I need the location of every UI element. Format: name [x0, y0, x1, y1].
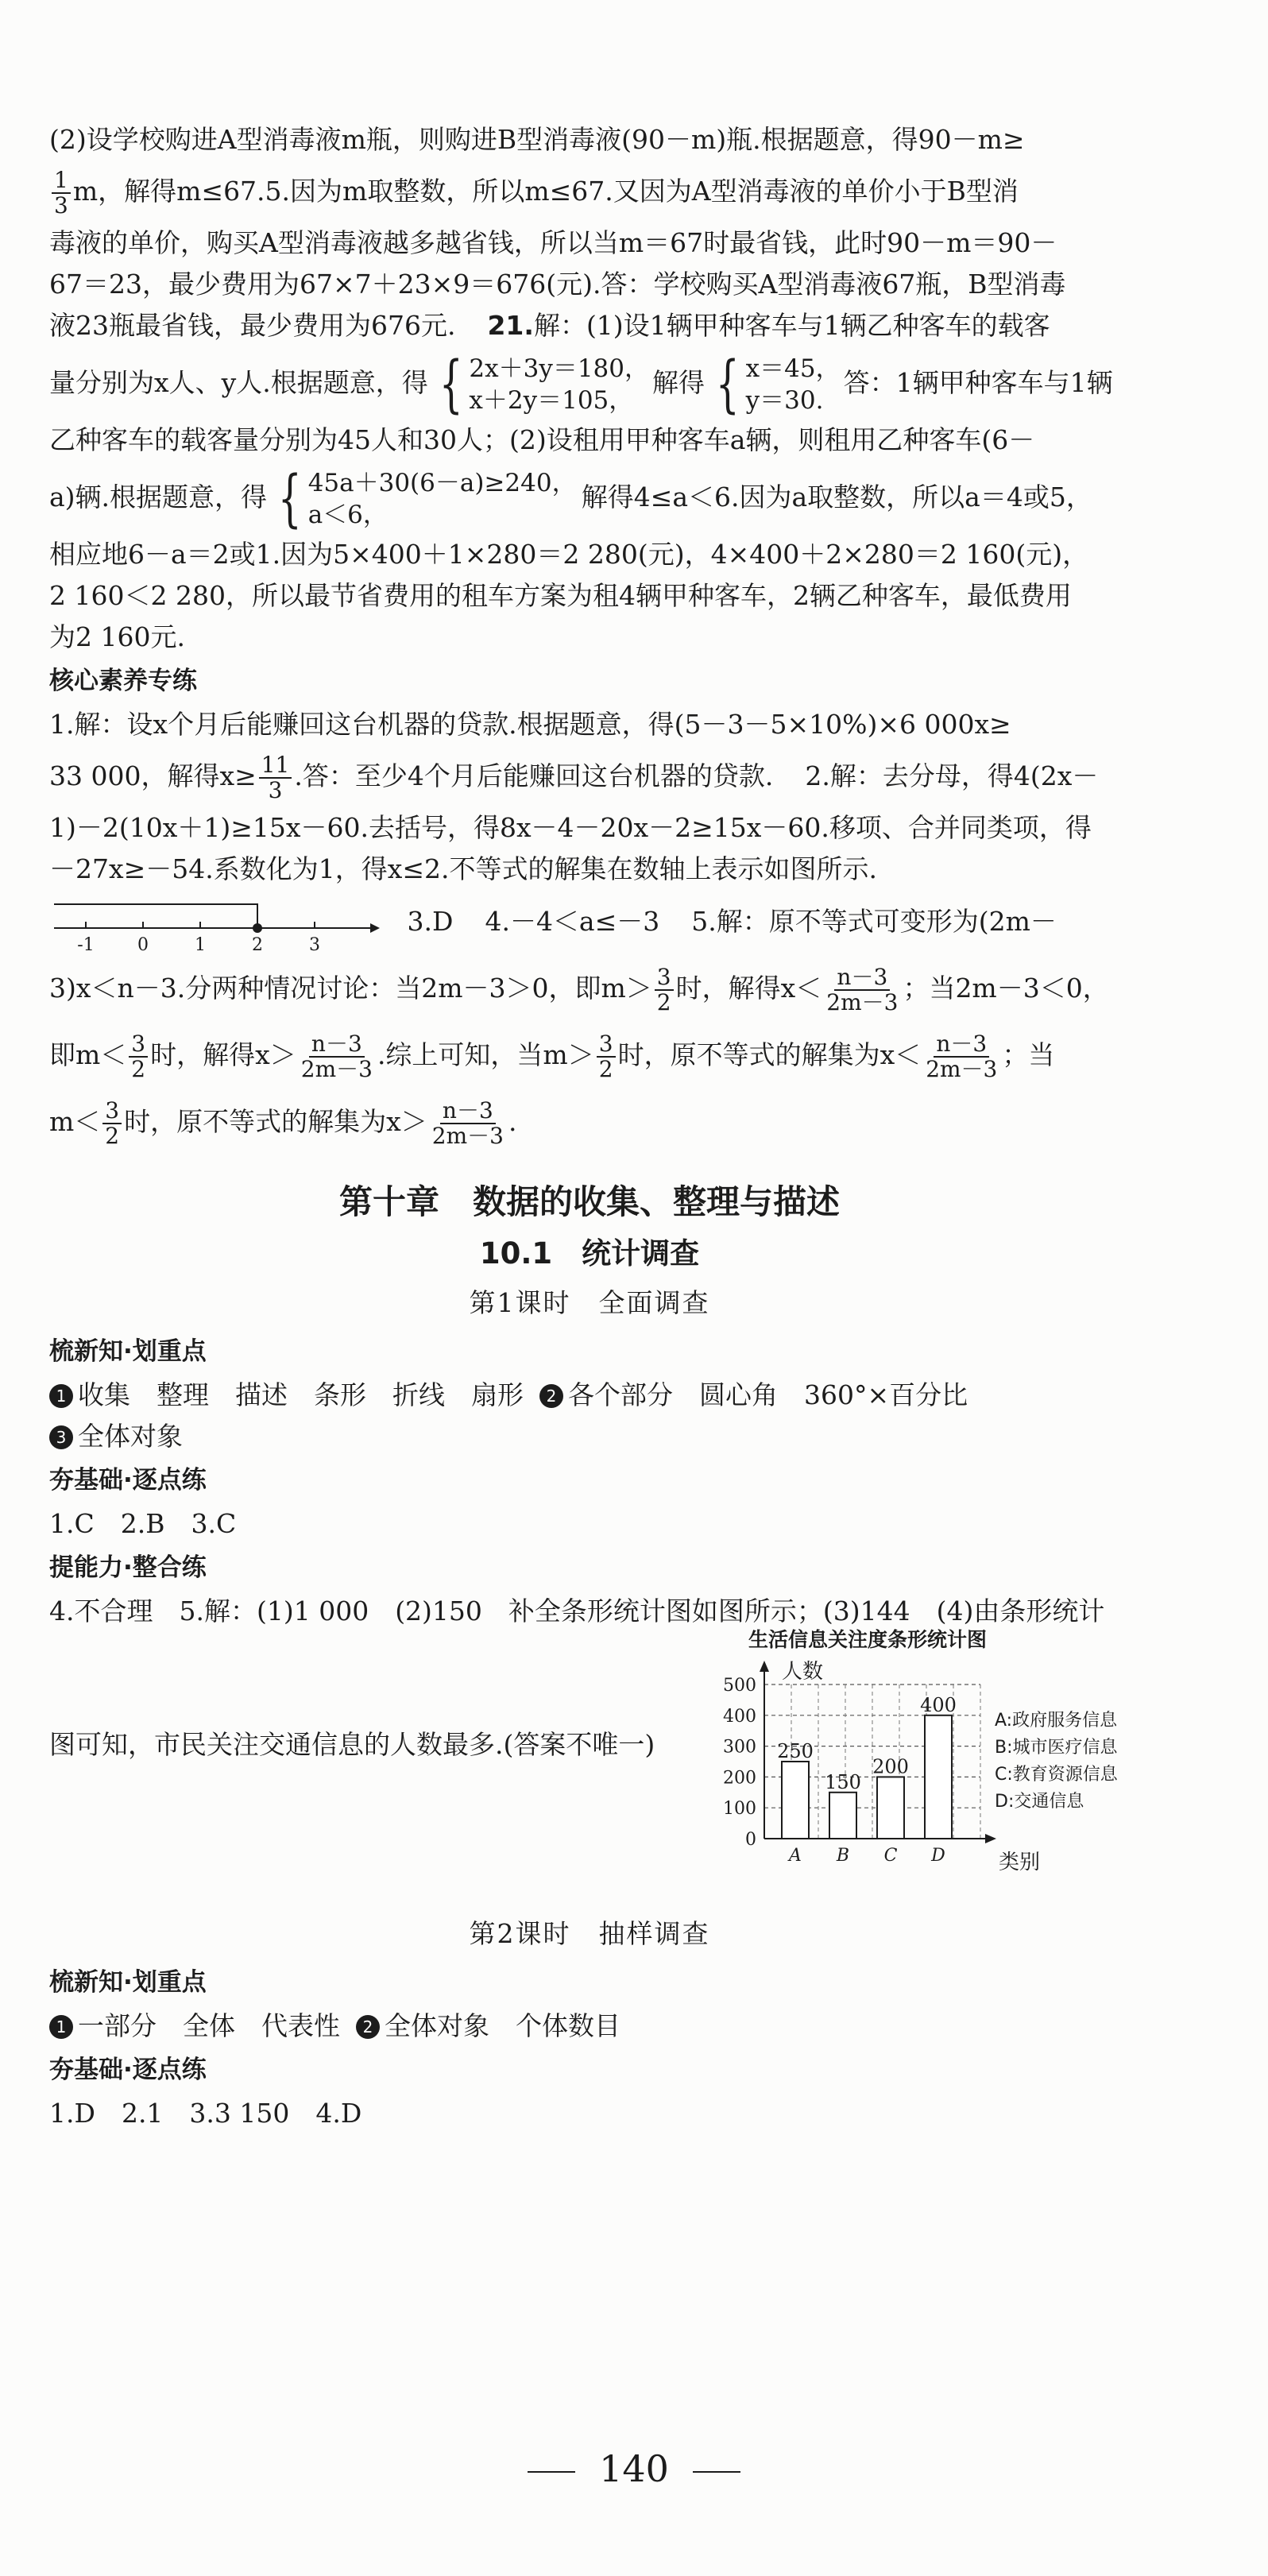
number-line [49, 892, 383, 955]
fraction-eleven-thirds [259, 753, 292, 803]
text-line [49, 264, 1130, 305]
text-line [49, 346, 1130, 420]
section-heading: 夯基础·逐点练 [49, 2056, 207, 2084]
number-line-tick-label: 1 [195, 935, 206, 955]
x-tick-label: D [931, 1846, 945, 1866]
text: 2.解：去分母，得4(2x－ [805, 760, 1099, 791]
text: －27x≥－54.系数化为1，得x≤2.不等式的解集在数轴上表示如图所示. [49, 853, 877, 884]
text-line [49, 955, 1130, 1022]
equation: x＝45， [745, 354, 841, 383]
text: . [508, 1106, 517, 1137]
text: 解：(1)设1辆甲种客车与1辆乙种客车的载客 [533, 310, 1050, 341]
solution-system [708, 349, 841, 420]
fraction-denominator: 2m－3 [926, 1056, 998, 1082]
answers: 1.C 2.B 3.C [49, 1508, 237, 1539]
text-line [49, 119, 1130, 161]
legend-entry: B:城市医疗信息 [995, 1738, 1118, 1758]
text-line [49, 1375, 1130, 1416]
section-title: 10.1 统计调查 [479, 1236, 700, 1271]
text-line [49, 305, 1130, 346]
bar-data-label: 250 [777, 1740, 814, 1762]
fraction-n-over-2m [299, 1032, 375, 1081]
legend-entry: A:政府服务信息 [995, 1711, 1118, 1731]
page-content [49, 119, 1130, 2134]
text: 3)x＜n－3.分两种情况讨论：当2m－3＞0，即m＞ [49, 973, 652, 1004]
equation: x＋2y＝105， [469, 386, 634, 415]
text: 5.解：原不等式可变形为(2m－ [691, 906, 1057, 937]
chart-row [49, 1628, 1130, 1874]
y-tick-label: 200 [723, 1768, 756, 1789]
fraction-numerator: 1 [52, 168, 71, 194]
text: 4.－4＜a≤－3 [485, 906, 660, 937]
text: 液23瓶最省钱，最少费用为676元. [49, 310, 456, 341]
text-line [49, 161, 1130, 222]
text-line [49, 222, 1130, 264]
arrow-right-icon [985, 1834, 996, 1843]
fraction-one-third [52, 168, 71, 218]
text: ；当2m－3＜0， [903, 973, 1109, 1004]
answers: 1.D 2.1 3.3 150 4.D [49, 2098, 362, 2129]
brace-icon: { [277, 463, 302, 535]
circled-number: 3 [49, 1425, 73, 1449]
fraction-denominator: 2m－3 [300, 1056, 373, 1082]
text: 相应地6－a＝2或1.因为5×400＋1×280＝2 280(元)，4×400＋2×280＝2 160(元)， [49, 539, 1089, 570]
circled-number: 1 [49, 2015, 73, 2039]
text: 2 160＜2 280，所以最节省费用的租车方案为租4辆甲种客车，2辆乙种客车，最低费用 [49, 580, 1072, 611]
fraction-denominator: 3 [268, 777, 283, 803]
legend-entry: D:交通信息 [995, 1792, 1084, 1812]
page-number: 140 [599, 2447, 669, 2490]
fraction-three-halves [655, 965, 674, 1015]
text-line [49, 534, 1130, 575]
fraction-denominator: 2 [105, 1123, 120, 1149]
page-footer [0, 2447, 1268, 2490]
fraction-numerator: n－3 [440, 1099, 496, 1124]
text: m＜ [49, 1106, 101, 1137]
arrow-up-icon [760, 1661, 769, 1672]
y-tick-label: 0 [745, 1830, 756, 1850]
inequality: a＜6， [307, 501, 388, 529]
solution-set-bracket [54, 904, 257, 923]
text: 时，原不等式的解集为x＜ [617, 1039, 922, 1070]
text: 时，解得x＜ [675, 973, 822, 1004]
text: 收集 整理 描述 条形 折线 扇形 [78, 1379, 524, 1410]
question-number: 21. [487, 310, 534, 341]
text-line [49, 807, 1130, 849]
text: 毒液的单价，购买A型消毒液越多越省钱，所以当m＝67时最省钱，此时90－m＝90－ [49, 227, 1057, 258]
bar [877, 1777, 904, 1839]
fraction-three-halves [597, 1032, 616, 1081]
circled-number: 1 [49, 1384, 73, 1408]
bar-chart [685, 1627, 1130, 1874]
lesson-title: 第2课时 抽样调查 [469, 1918, 710, 1949]
x-axis-label: 类别 [999, 1851, 1041, 1874]
text: 3.D [407, 906, 454, 937]
x-tick-label: B [836, 1846, 850, 1866]
y-tick-label: 100 [723, 1799, 756, 1820]
section-heading: 夯基础·逐点练 [49, 1466, 207, 1495]
text-line [49, 575, 1130, 617]
text: 33 000，解得x≥ [49, 760, 257, 791]
section-heading: 核心素养专练 [49, 667, 197, 695]
section-heading: 提能力·整合练 [49, 1553, 207, 1582]
fraction-numerator: 3 [102, 1099, 122, 1124]
fraction-denominator: 2 [131, 1056, 146, 1082]
bar-data-label: 200 [872, 1755, 909, 1778]
text-line [49, 1503, 1130, 1545]
text: .综上可知，当m＞ [377, 1039, 594, 1070]
text: 1.解：设x个月后能赚回这台机器的贷款.根据题意，得(5－3－5×10%)×6 000x≥ [49, 709, 1011, 740]
text: 4.不合理 5.解：(1)1 000 (2)150 补全条形统计图如图所示；(3)144 (4)由条形统计 [49, 1595, 1105, 1626]
y-tick-label: 300 [723, 1737, 756, 1758]
text-line [49, 1022, 1130, 1089]
fraction-three-halves [102, 1099, 122, 1148]
text: 全体对象 [78, 1421, 183, 1452]
text-line [49, 617, 1130, 658]
arrow-right-icon [370, 923, 380, 933]
text: 各个部分 圆心角 360°×百分比 [568, 1379, 968, 1410]
number-line-tick-label: 3 [309, 935, 320, 955]
chart-title: 生活信息关注度条形统计图 [748, 1628, 988, 1651]
text: 全体对象 个体数目 [385, 2010, 620, 2041]
text: m，解得m≤67.5.因为m取整数，所以m≤67.又因为A型消毒液的单价小于B型消 [72, 176, 1019, 207]
circled-number: 2 [356, 2015, 380, 2039]
x-tick-label: A [789, 1846, 802, 1866]
solid-dot-icon [253, 923, 262, 933]
text-line [49, 420, 1130, 461]
text-line [49, 2005, 1130, 2047]
text: 67＝23，最少费用为67×7＋23×9＝676(元).答：学校购买A型消毒液67瓶，B型消毒 [49, 269, 1066, 300]
text-line [49, 1089, 1130, 1155]
number-line-tick-label: 0 [137, 935, 149, 955]
lesson-title: 第1课时 全面调查 [469, 1287, 710, 1318]
number-line-tick-label: 2 [252, 935, 263, 955]
text-line [49, 2093, 1130, 2134]
section-heading: 梳新知·划重点 [49, 1968, 207, 1997]
fraction-numerator: 11 [259, 753, 292, 779]
y-tick-label: 400 [723, 1706, 756, 1727]
text-line [49, 849, 1130, 890]
text: 时，解得x＞ [150, 1039, 296, 1070]
text-line [49, 1416, 1130, 1457]
chapter-title: 第十章 数据的收集、整理与描述 [338, 1182, 840, 1221]
text: 一部分 全体 代表性 [78, 2010, 340, 2041]
text: 解得4≤a＜6.因为a取整数，所以a＝4或5， [581, 482, 1092, 512]
bar [925, 1715, 952, 1839]
fraction-three-halves [129, 1032, 148, 1081]
text-line [49, 704, 1130, 745]
equation: y＝30. [745, 386, 824, 415]
fraction-denominator: 3 [54, 192, 68, 219]
fraction-numerator: 3 [129, 1032, 148, 1058]
fraction-numerator: n－3 [934, 1032, 989, 1058]
circled-number: 2 [539, 1384, 563, 1408]
fraction-denominator: 2 [598, 1056, 613, 1082]
bar [829, 1793, 856, 1839]
text-line [49, 745, 1130, 807]
x-tick-label: C [883, 1846, 898, 1866]
text-line [49, 461, 1130, 534]
text: 为2 160元. [49, 621, 185, 652]
bar [782, 1762, 809, 1839]
text: 乙种客车的载客量分别为45人和30人；(2)设租用甲种客车a辆，则租用乙种客车(6－ [49, 424, 1035, 455]
text: 图可知，市民关注交通信息的人数最多.(答案不唯一) [49, 1729, 655, 1760]
text: 即m＜ [49, 1039, 127, 1070]
y-axis-label: 人数 [782, 1660, 824, 1684]
fraction-n-over-2m [824, 965, 900, 1015]
text: 答：1辆甲种客车与1辆 [843, 367, 1113, 398]
fraction-denominator: 2m－3 [431, 1123, 504, 1149]
text: .答：至少4个月后能赚回这台机器的贷款. [294, 760, 774, 791]
brace-icon: { [439, 349, 463, 420]
text: ；当 [1002, 1039, 1055, 1070]
text: 时，原不等式的解集为x＞ [124, 1106, 427, 1137]
fraction-numerator: 3 [597, 1032, 616, 1058]
text: a)辆.根据题意，得 [49, 482, 268, 512]
brace-icon: { [715, 349, 740, 420]
number-line-tick-label: -1 [77, 935, 95, 955]
equation: 2x＋3y＝180， [469, 354, 650, 383]
text: 解得 [652, 367, 706, 398]
section-heading: 梳新知·划重点 [49, 1337, 207, 1366]
text-line [49, 890, 1130, 955]
fraction-n-over-2m [430, 1099, 506, 1148]
y-tick-label: 500 [723, 1676, 756, 1696]
fraction-numerator: n－3 [309, 1032, 365, 1058]
text-line [49, 1591, 1130, 1632]
text: 1)－2(10x＋1)≥15x－60.去括号，得8x－4－20x－2≥15x－60.移项、合并同类项，得 [49, 812, 1092, 843]
bar-data-label: 400 [920, 1693, 957, 1716]
fraction-numerator: n－3 [834, 965, 890, 991]
fraction-n-over-2m [923, 1032, 999, 1081]
inequality: 45a＋30(6－a)≥240， [307, 469, 577, 497]
legend-entry: C:教育资源信息 [995, 1765, 1118, 1785]
text: 量分别为x人、y人.根据题意，得 [49, 367, 428, 398]
text: (2)设学校购进A型消毒液m瓶，则购进B型消毒液(90－m)瓶.根据题意，得90－m≥ [49, 124, 1025, 155]
bar-data-label: 150 [825, 1770, 861, 1793]
equation-system [431, 349, 650, 420]
fraction-numerator: 3 [655, 965, 674, 991]
fraction-denominator: 2 [656, 989, 671, 1015]
inequality-system [270, 463, 578, 535]
text-line [49, 1724, 655, 1766]
fraction-denominator: 2m－3 [826, 989, 899, 1015]
